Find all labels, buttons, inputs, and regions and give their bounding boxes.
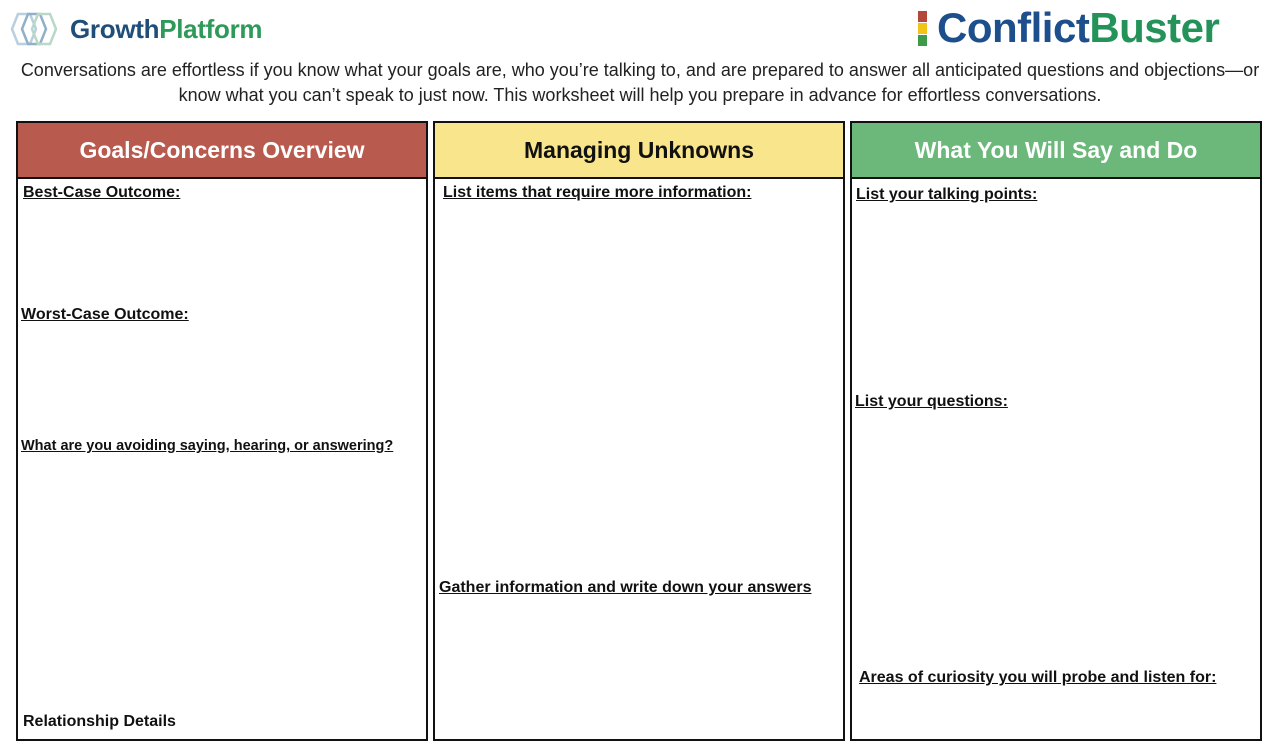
- field-label: Worst-Case Outcome:: [21, 306, 189, 323]
- hexagon-logo-icon: [6, 10, 64, 48]
- logo-text-buster: Buster: [1089, 4, 1220, 51]
- column-goals: [16, 121, 428, 741]
- growthplatform-logo: [6, 10, 262, 48]
- field-label: List your questions:: [855, 393, 1008, 410]
- field-label: Gather information and write down your answers: [439, 579, 812, 596]
- intro-text: Conversations are effortless if you know what your goals are, who you’re talking to, and are prepared to answer all anticipated questions and objections—or know what you can’t speak to just now. This worksheet will help you prepare in advance for effortless conversations.: [20, 60, 1260, 105]
- field-label: Areas of curiosity you will probe and listen for:: [859, 669, 1217, 686]
- column-header: Goals/Concerns Overview: [18, 123, 426, 179]
- logo-text-platform: Platform: [159, 13, 263, 44]
- column-header: What You Will Say and Do: [852, 123, 1260, 179]
- column-header: Managing Unknowns: [435, 123, 843, 179]
- field-label: What are you avoiding saying, hearing, or answering?: [21, 438, 394, 454]
- logo-text-growth: Growth: [70, 13, 160, 44]
- conflictbuster-logo: [918, 4, 1219, 52]
- field-label: Relationship Details: [23, 713, 176, 730]
- field-label: Best-Case Outcome:: [23, 184, 181, 201]
- column-say-do: [850, 121, 1262, 741]
- field-label: List your talking points:: [856, 186, 1038, 203]
- column-unknowns: [433, 121, 845, 741]
- traffic-light-icon: [918, 11, 927, 46]
- logo-text-conflict: Conflict: [937, 4, 1090, 51]
- field-label: List items that require more information:: [443, 184, 752, 201]
